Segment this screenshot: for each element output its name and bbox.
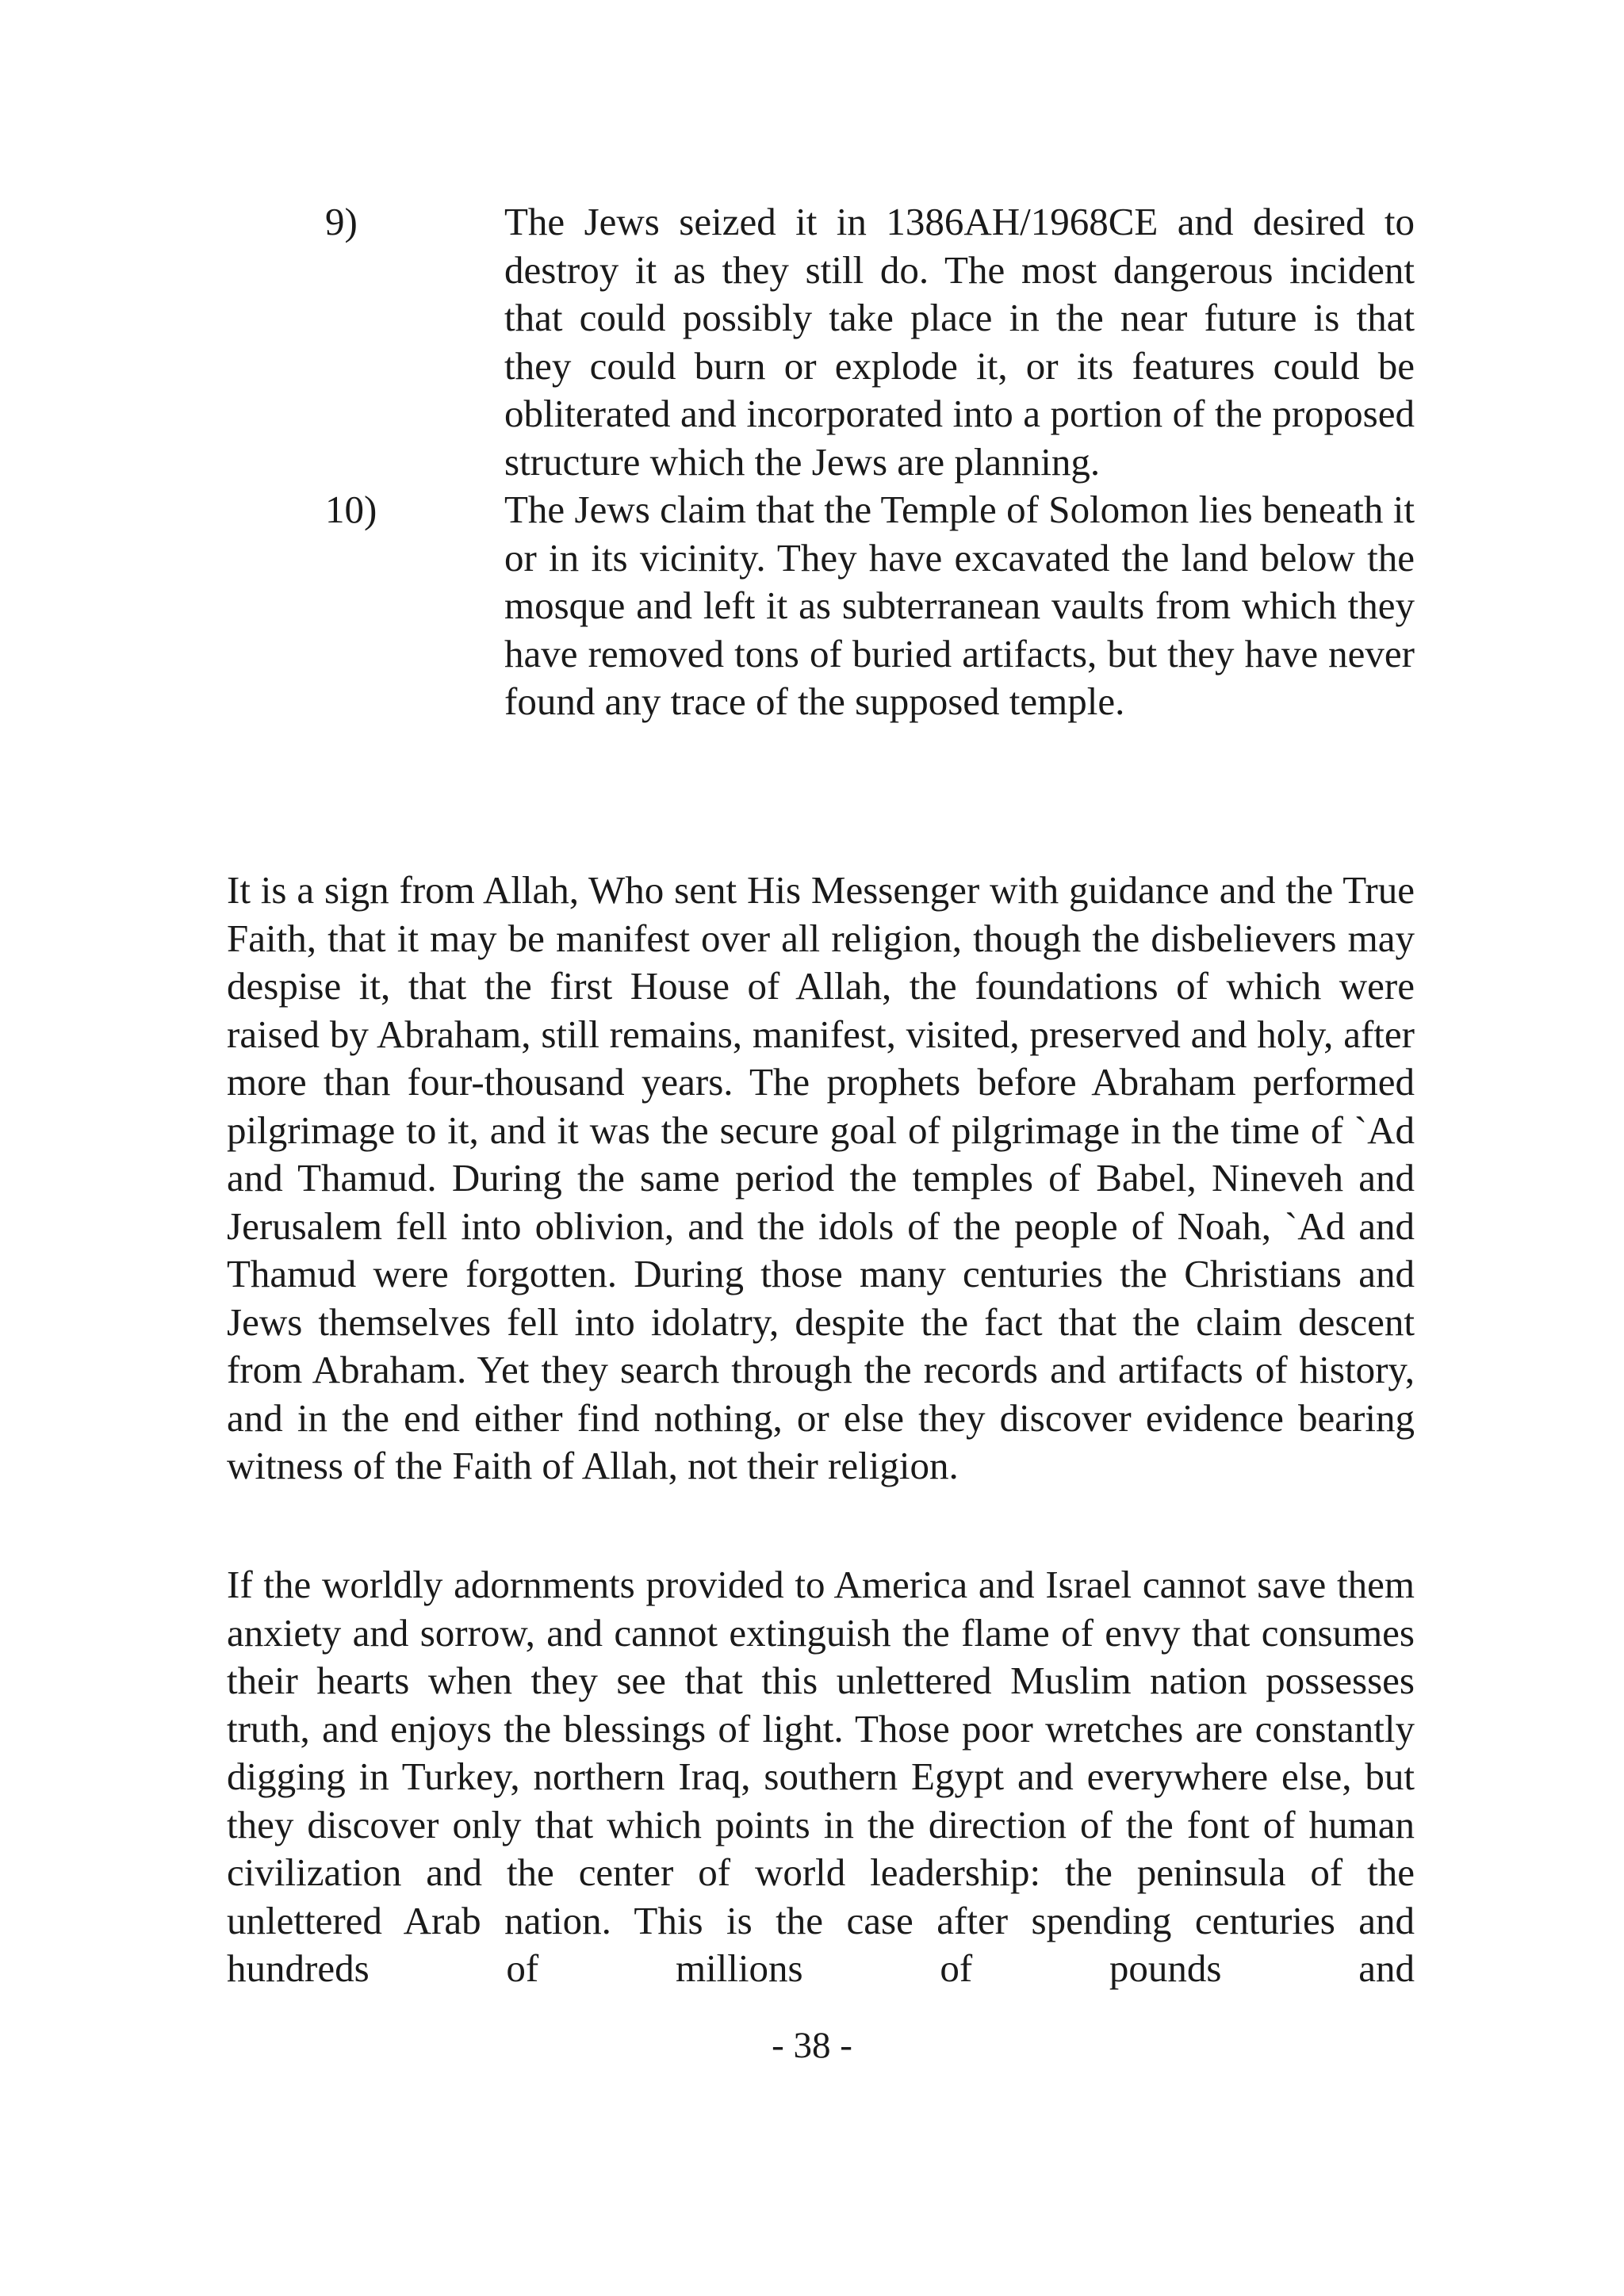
list-item-10 xyxy=(325,486,1415,726)
list-item-9 xyxy=(325,198,1415,486)
body-paragraph-2: If the worldly adornments provided to America and Israel cannot save them anxiety and sorrow, and cannot extinguish the flame of envy that consumes their hearts when they see that this unlettered Muslim nation possesses truth, and enjoys the blessings of light. Those poor wretches are constantly digging in Turkey, northern Iraq, southern Egypt and everywhere else, but they discover only that which points in the direction of the font of human civilization and the center of world leadership: the peninsula of the unlettered Arab nation. This is the case after spending centuries and hundreds of millions of pounds and xyxy=(227,1563,1415,1990)
list-item-text: The Jews claim that the Temple of Solomon lies beneath it or in its vicinity. They have excavated the land below the mosque and left it as subterranean vaults from which they have removed tons of buried artifacts, but they have never found any trace of the supposed temple. xyxy=(504,488,1415,723)
body-paragraph-1: It is a sign from Allah, Who sent His Messenger with guidance and the True Faith, that it may be manifest over all religion, though the disbelievers may despise it, that the first House of Allah, the foundations of which were raised by Abraham, still remains, manifest, visited, preserved and holy, after more than four-thousand years. The prophets before Abraham performed pilgrimage to it, and it was the secure goal of pilgrimage in the time of `Ad and Thamud. During the same period the temples of Babel, Nineveh and Jerusalem fell into oblivion, and the idols of the people of Noah, `Ad and Thamud were forgotten. During those many centuries the Christians and Jews themselves fell into idolatry, despite the fact that the claim descent from Abraham. Yet they search through the records and artifacts of history, and in the end either find nothing, or else they discover evidence bearing witness of the Faith of Allah, not their religion. xyxy=(227,868,1415,1487)
numbered-list xyxy=(325,198,1415,726)
list-item-number: 9) xyxy=(325,200,358,243)
page-number: - 38 - xyxy=(772,2025,852,2066)
list-item-number: 10) xyxy=(325,488,377,531)
list-item-text: The Jews seized it in 1386AH/1968CE and desired to destroy it as they still do. The most dangerous incident that could possibly take place in the near future is that they could burn or explode it, or its features could be obliterated and incorporated into a portion of the proposed structure which the Jews are planning. xyxy=(504,200,1415,484)
